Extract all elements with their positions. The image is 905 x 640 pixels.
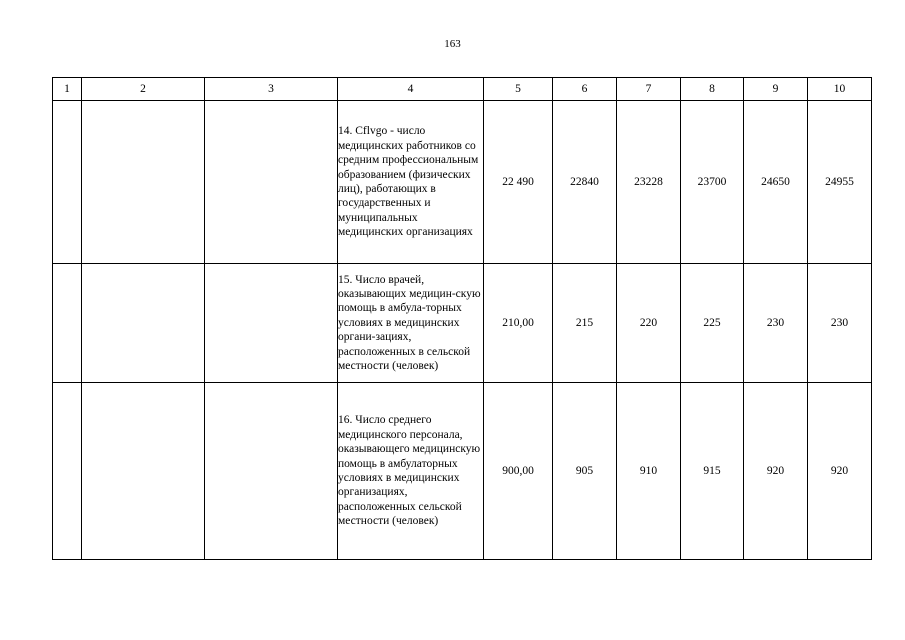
empty-cell — [82, 101, 205, 264]
empty-cell — [82, 383, 205, 560]
value-cell: 920 — [808, 383, 872, 560]
header-cell: 3 — [205, 78, 338, 101]
header-cell: 4 — [338, 78, 484, 101]
value-cell: 220 — [617, 264, 681, 383]
empty-cell — [53, 383, 82, 560]
value-cell: 215 — [553, 264, 617, 383]
table-row — [53, 101, 872, 264]
value-cell: 22840 — [553, 101, 617, 264]
value-cell: 900,00 — [484, 383, 553, 560]
value-cell: 915 — [681, 383, 744, 560]
value-cell: 24650 — [744, 101, 808, 264]
empty-cell — [205, 101, 338, 264]
empty-cell — [205, 264, 338, 383]
table-row — [53, 264, 872, 383]
value-cell: 210,00 — [484, 264, 553, 383]
value-cell: 225 — [681, 264, 744, 383]
page-number: 163 — [444, 38, 461, 50]
header-cell: 8 — [681, 78, 744, 101]
header-cell: 9 — [744, 78, 808, 101]
empty-cell — [205, 383, 338, 560]
data-table — [52, 77, 872, 560]
table-row — [53, 383, 872, 560]
empty-cell — [53, 101, 82, 264]
value-cell: 230 — [808, 264, 872, 383]
header-cell: 5 — [484, 78, 553, 101]
indicator-description: 14. Cflvgo - число медицинских работников со средним профессиональным образованием (физических лиц), работающих в государственных и муниципальных медицинских организациях — [338, 101, 484, 264]
value-cell: 22 490 — [484, 101, 553, 264]
indicator-description: 15. Число врачей, оказывающих медицин-скую помощь в амбула-торных условиях в медицинских органи-зациях, расположенных в сельской местности (человек) — [338, 264, 484, 383]
value-cell: 920 — [744, 383, 808, 560]
value-cell: 910 — [617, 383, 681, 560]
header-cell: 1 — [53, 78, 82, 101]
value-cell: 905 — [553, 383, 617, 560]
header-cell: 2 — [82, 78, 205, 101]
table-header-row — [53, 78, 872, 101]
value-cell: 24955 — [808, 101, 872, 264]
header-cell: 6 — [553, 78, 617, 101]
empty-cell — [53, 264, 82, 383]
value-cell: 23228 — [617, 101, 681, 264]
header-cell: 10 — [808, 78, 872, 101]
empty-cell — [82, 264, 205, 383]
header-cell: 7 — [617, 78, 681, 101]
value-cell: 23700 — [681, 101, 744, 264]
value-cell: 230 — [744, 264, 808, 383]
indicator-description: 16. Число среднего медицинского персонала, оказывающего медицинскую помощь в амбулаторных условиях в медицинских организациях, расположенных сельской местности (человек) — [338, 383, 484, 560]
